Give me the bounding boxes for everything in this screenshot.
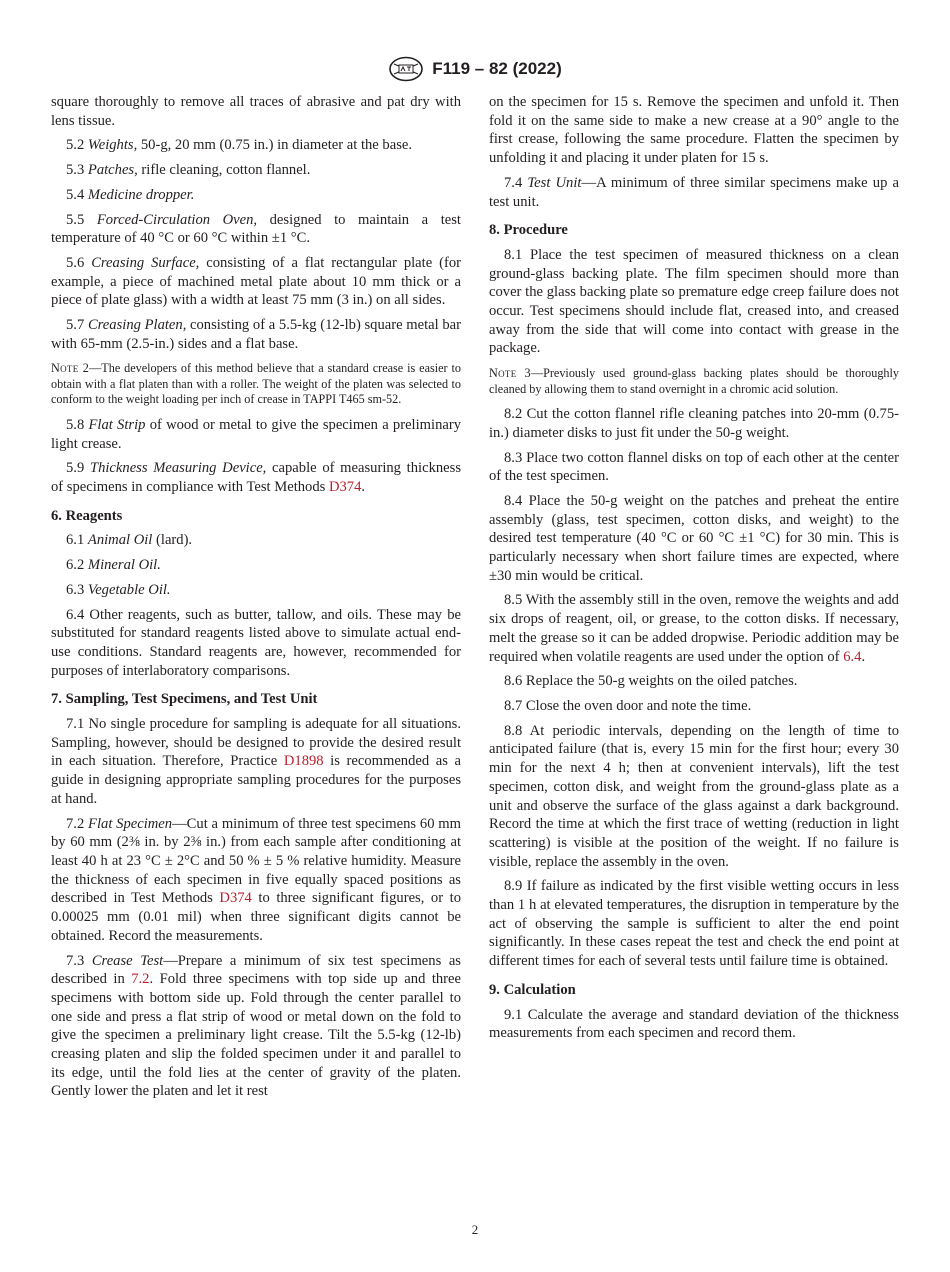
section-7-2: 7.2 Flat Specimen—Cut a minimum of three test specimens 60 mm by 60 mm (2⅜ in. by 2⅜ in.) from each sample after conditioning at least 40 h at 23 °C ± 2°C and 50 % ± 5 % relative humidity. Measure the thickness of each specimen in five equally spaced positions as described in Test Methods D374 to three significant figures, or to 0.00025 mm (0.01 mil) when three significant digits cannot be obtained. Record the measurements.	[51, 815, 461, 944]
section-8-9: 8.9 If failure as indicated by the first visible wetting occurs in less than 1 h at elevated temperatures, the disruption in temperature by the act of observing the sample is sufficient to alter the end point significantly. In these cases repeat the test and check the end point at different times for each of several tests until failure time is obtained.	[489, 878, 899, 970]
paragraph-continued: on the specimen for 15 s. Remove the specimen and unfold it. Then fold it on the same side to make a new crease at a 90° angle to the first crease, following the same procedure. Flatten the specimen by unfolding it and placing it under platen for 15 s.	[489, 94, 899, 167]
section-6-4: 6.4 Other reagents, such as butter, tallow, and oils. These may be substituted for standard reagents listed above to simulate actual end-use conditions. Standard reagents are, however, recommended for purposes of interlaboratory comparisons.	[51, 606, 461, 679]
section-5-6: 5.6 Creasing Surface, consisting of a flat rectangular plate (for example, a piece of machined metal plate about 10 mm thick or a piece of plate glass) with a width at least 75 mm (3 in.) on all sides.	[51, 254, 461, 309]
heading-procedure: 8. Procedure	[489, 222, 568, 239]
left-column	[51, 93, 461, 1107]
section-8-5: 8.5 With the assembly still in the oven, remove the weights and add six drops of reagent, oil, or grease, to the cotton disks. If necessary, melt the grease so it can be added dropwise. Periodic addition may be required when volatile reagents are used under the option of 6.4.	[489, 592, 899, 665]
section-8-2: 8.2 Cut the cotton flannel rifle cleaning patches into 20-mm (0.75-in.) diameter disks to just fit under the 50-g weight.	[489, 406, 899, 441]
section-8-4: 8.4 Place the 50-g weight on the patches and preheat the entire assembly (glass, test specimen, cotton disks, and weight) to the desired test temperature (40 °C or 60 °C ±1 °C) for 30 min. This is particularly necessary when short failure times are expected, where ±30 min would be critical.	[489, 492, 899, 584]
section-5-8: 5.8 Flat Strip of wood or metal to give the specimen a preliminary light crease.	[51, 416, 461, 452]
section-8-6: 8.6 Replace the 50-g weights on the oiled patches.	[504, 673, 798, 690]
heading-calculation: 9. Calculation	[489, 981, 576, 998]
section-7-3: 7.3 Crease Test—Prepare a minimum of six test specimens as described in 7.2. Fold three specimens with top side up and three specimens with bottom side up. Fold through the center parallel to one side and press a flat strip of wood or metal down on the fold to give the specimen a preliminary light crease. Tilt the 5.5-kg (12-lb) creasing platen and slip the folded specimen under it and parallel to its edge, until the fold lies at the center of gravity of the platen. Gently lower the platen and let it rest	[51, 952, 461, 1100]
page-number: 2	[471, 1222, 479, 1237]
heading-reagents: 6. Reagents	[51, 507, 123, 524]
heading-sampling: 7. Sampling, Test Specimens, and Test Unit	[51, 691, 318, 708]
ref-6-4-link[interactable]: 6.4	[843, 648, 862, 665]
section-6-3: 6.3 Vegetable Oil.	[66, 581, 171, 598]
section-5-3: 5.3 Patches, rifle cleaning, cotton flannel.	[66, 162, 311, 179]
astm-logo-icon	[388, 56, 424, 82]
section-5-9: 5.9 Thickness Measuring Device, capable of measuring thickness of specimens in compliance with Test Methods D374.	[51, 460, 461, 496]
section-8-8: 8.8 At periodic intervals, depending on the length of time to anticipated failure (that is, every 15 min for the first hour; every 30 min for the next 4 h; then at convenient intervals), lift the test specimen, cotton disk, and weight from the ground-glass plate as a unit and observe the surface of the glass against a dark background. Record the time at which the first trace of wetting (reduction in light scattering) is visible at the position of the weight. If no failure is visible, replace the assembly in the oven.	[489, 722, 899, 870]
section-8-7: 8.7 Close the oven door and note the time.	[504, 697, 752, 714]
ref-7-2-link[interactable]: 7.2	[131, 971, 150, 988]
page-header	[0, 56, 950, 82]
section-5-5: 5.5 Forced-Circulation Oven, designed to maintain a test temperature of 40 °C or 60 °C within ±1 °C.	[51, 211, 461, 247]
section-6-2: 6.2 Mineral Oil.	[66, 557, 161, 574]
section-8-1: 8.1 Place the test specimen of measured thickness on a clean ground-glass backing plate. The film specimen should more than cover the glass backing plate so premature edge creep failure does not occur. Test specimens should include flat, creased into, and creased away from the side that will come into contact with grease in the package.	[489, 246, 900, 357]
section-6-1: 6.1 Animal Oil (lard).	[66, 532, 193, 549]
document-designation: F119 – 82 (2022)	[432, 59, 562, 78]
ref-d1898-link[interactable]: D1898	[283, 753, 324, 770]
section-7-4: 7.4 Test Unit—A minimum of three similar specimens make up a test unit.	[489, 174, 899, 210]
ref-d374-link[interactable]: D374	[328, 479, 362, 496]
section-7-1: 7.1 No single procedure for sampling is adequate for all situations. Sampling, however, should be designed to provide the desired result in each situation. Therefore, Practice D1898 is recommended as a guide in designing appropriate sampling procedures for the purposes at hand.	[51, 716, 461, 807]
note-3: Note 3—Previously used ground-glass backing plates should be thoroughly cleaned by allowing them to stand overnight in a chromic acid solution.	[489, 366, 899, 396]
section-5-4: 5.4 Medicine dropper.	[66, 186, 195, 203]
right-column	[489, 93, 899, 1049]
section-8-3: 8.3 Place two cotton flannel disks on top of each other at the center of the test specimen.	[489, 449, 899, 485]
section-5-7: 5.7 Creasing Platen, consisting of a 5.5-kg (12-lb) square metal bar with 65-mm (2.5-in.) sides and a flat base.	[51, 317, 461, 352]
section-9-1: 9.1 Calculate the average and standard deviation of the thickness measurements from each specimen and record them.	[489, 1006, 899, 1042]
note-2: Note 2—The developers of this method believe that a standard crease is easier to obtain with a flat platen than with a roller. The weight of the platen was selected to conform to the weight loading per inch of crease in TAPPI T465 sm-52.	[51, 361, 461, 407]
section-5-2: 5.2 Weights, 50-g, 20 mm (0.75 in.) in diameter at the base.	[66, 137, 413, 154]
paragraph-continued: square thoroughly to remove all traces of abrasive and pat dry with lens tissue.	[51, 94, 461, 129]
ref-d374-link[interactable]: D374	[219, 890, 252, 907]
